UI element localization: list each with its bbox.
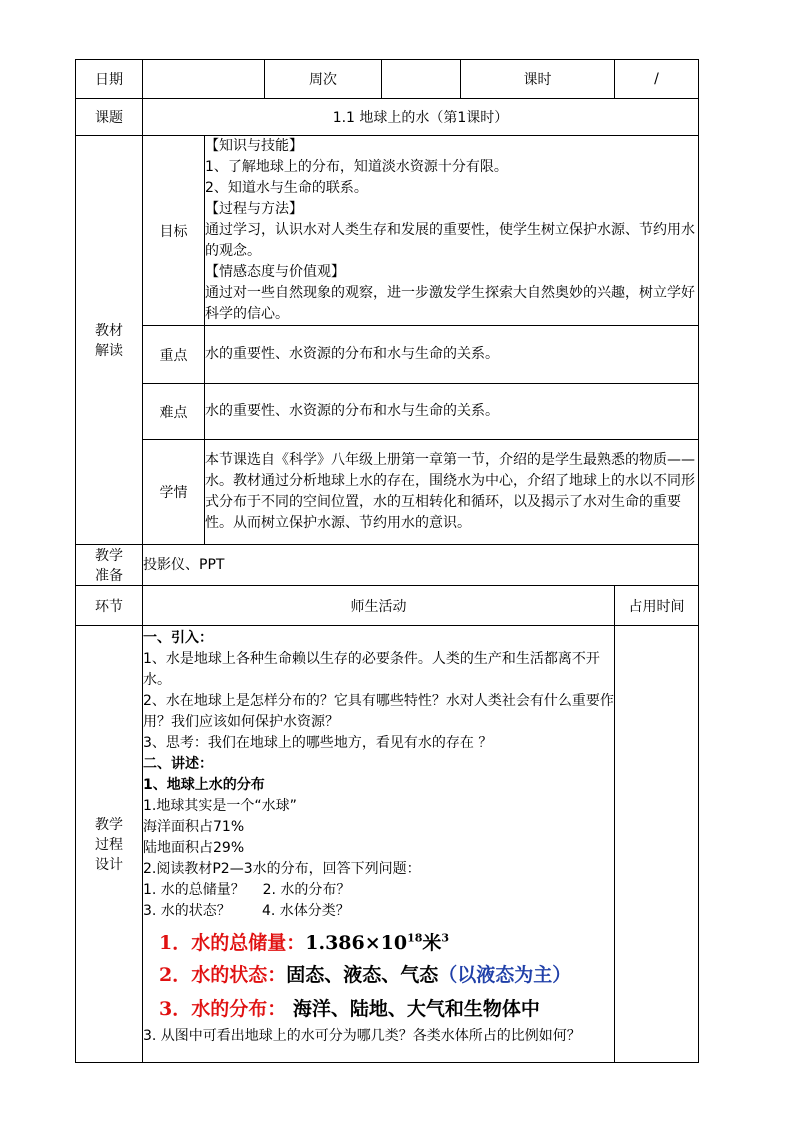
preparation-label-line1: 教学 <box>95 548 123 564</box>
intro-item: 3、思考：我们在地球上的哪些地方，看见有水的存在 ？ <box>143 735 493 751</box>
question-item: 3. 水的状态？ <box>143 903 231 919</box>
answer-total-label: 1．水的总储量： <box>159 932 306 954</box>
week-value <box>382 60 461 99</box>
period-value: / <box>615 60 699 99</box>
textbook-label-line2: 解读 <box>95 343 123 359</box>
section-header-row <box>76 586 699 626</box>
textbook-label-line1: 教材 <box>95 323 123 339</box>
lesson-plan-table <box>75 59 699 1063</box>
question-item: 2. 水的分布？ <box>262 882 351 898</box>
situation-value: 本节课选自《科学》八年级上册第一章第一节，介绍的是学生最熟悉的物质——水。教材通过分析地球上水的存在，围绕水为中心，介绍了地球上的水以不同形式分布于不同的空间位置，水的互相转化和循环，以及揭示了水对生命的重要性。从而树立保护水源、节约用水的意识。 <box>205 440 699 545</box>
answer-total-unit: 米 <box>422 932 442 954</box>
topic-label: 课题 <box>76 99 143 136</box>
preparation-label-line2: 准备 <box>95 568 123 584</box>
water-ball-line: 1.地球其实是一个“水球” <box>143 798 297 814</box>
distribution-heading: 1、地球上水的分布 <box>143 777 265 793</box>
questions-row-2 <box>143 901 614 922</box>
answer-total-value: 1.386×10 <box>305 932 408 954</box>
goals-line: 【情感态度与价值观】 <box>205 264 345 280</box>
questions-row-1 <box>143 880 614 901</box>
topic-value: 1.1 地球上的水（第1课时） <box>143 99 699 136</box>
answer-state-label: 2．水的状态： <box>159 964 287 986</box>
process-content <box>143 626 615 1063</box>
goals-line: 1、了解地球上的分布，知道淡水资源十分有限。 <box>205 159 508 175</box>
situation-row <box>76 440 699 545</box>
lecture-heading: 二、讲述： <box>143 756 213 772</box>
intro-item: 2、水在地球上是怎样分布的？它具有哪些特性？水对人类社会有什么重要作用？我们应该如何保护水资源？ <box>143 693 614 730</box>
answer-distribution-value: 海洋、陆地、大气和生物体中 <box>292 998 540 1020</box>
intro-heading: 一、引入： <box>143 630 213 646</box>
stage-header: 环节 <box>76 586 143 626</box>
answer-state <box>143 962 614 988</box>
land-line: 陆地面积占29% <box>143 840 245 856</box>
topic-row <box>76 99 699 136</box>
key-points-value: 水的重要性、水资源的分布和水与生命的关系。 <box>205 326 699 384</box>
period-label: 课时 <box>461 60 615 99</box>
process-row <box>76 626 699 1063</box>
textbook-label <box>76 136 143 545</box>
goals-line: 通过对一些自然现象的观察，进一步激发学生探索大自然奥妙的兴趣，树立学好科学的信心。 <box>205 285 695 322</box>
process-label <box>76 626 143 1063</box>
goals-label: 目标 <box>143 136 205 326</box>
answer-total-exponent: 18 <box>407 931 423 945</box>
answer-distribution-label: 3．水的分布： <box>159 998 287 1020</box>
preparation-value: 投影仪、PPT <box>143 545 699 586</box>
header-row <box>76 60 699 99</box>
goals-line: 2、知道水与生命的联系。 <box>205 180 368 196</box>
read-task-line: 2.阅读教材P2—3水的分布，回答下列问题： <box>143 861 421 877</box>
key-points-row <box>76 326 699 384</box>
difficulties-row <box>76 384 699 440</box>
process-label-line2: 过程 <box>95 837 123 853</box>
answer-distribution <box>143 996 614 1022</box>
answer-total-unit-exponent: 3 <box>441 931 450 945</box>
situation-label: 学情 <box>143 440 205 545</box>
question-item: 1. 水的总储量？ <box>143 882 245 898</box>
process-time-cell <box>615 626 699 1063</box>
process-label-line3: 设计 <box>95 857 123 873</box>
answer-state-note: （以液态为主） <box>438 964 572 986</box>
ocean-line: 海洋面积占71% <box>143 819 245 835</box>
activity-header: 师生活动 <box>143 586 615 626</box>
preparation-label <box>76 545 143 586</box>
goals-line: 通过学习，认识水对人类生存和发展的重要性，使学生树立保护水源、节约用水的观念。 <box>205 222 695 259</box>
process-label-line1: 教学 <box>95 817 123 833</box>
question-item: 4. 水体分类？ <box>261 903 350 919</box>
week-label: 周次 <box>265 60 382 99</box>
answer-state-value: 固态、液态、气态 <box>286 964 439 986</box>
date-label: 日期 <box>76 60 143 99</box>
difficulties-value: 水的重要性、水资源的分布和水与生命的关系。 <box>205 384 699 440</box>
preparation-row <box>76 545 699 586</box>
goals-line: 【知识与技能】 <box>205 138 303 154</box>
intro-item: 1、水是地球上各种生命赖以生存的必要条件。人类的生产和生活都离不开水。 <box>143 651 600 688</box>
key-points-label: 重点 <box>143 326 205 384</box>
goals-content <box>205 136 699 326</box>
question-3-line: 3. 从图中可看出地球上的水可分为哪几类？各类水体所占的比例如何？ <box>143 1028 581 1044</box>
goals-line: 【过程与方法】 <box>205 201 303 217</box>
answer-total-storage <box>143 930 614 956</box>
time-header: 占用时间 <box>615 586 699 626</box>
goals-row <box>76 136 699 326</box>
date-value <box>143 60 265 99</box>
difficulties-label: 难点 <box>143 384 205 440</box>
